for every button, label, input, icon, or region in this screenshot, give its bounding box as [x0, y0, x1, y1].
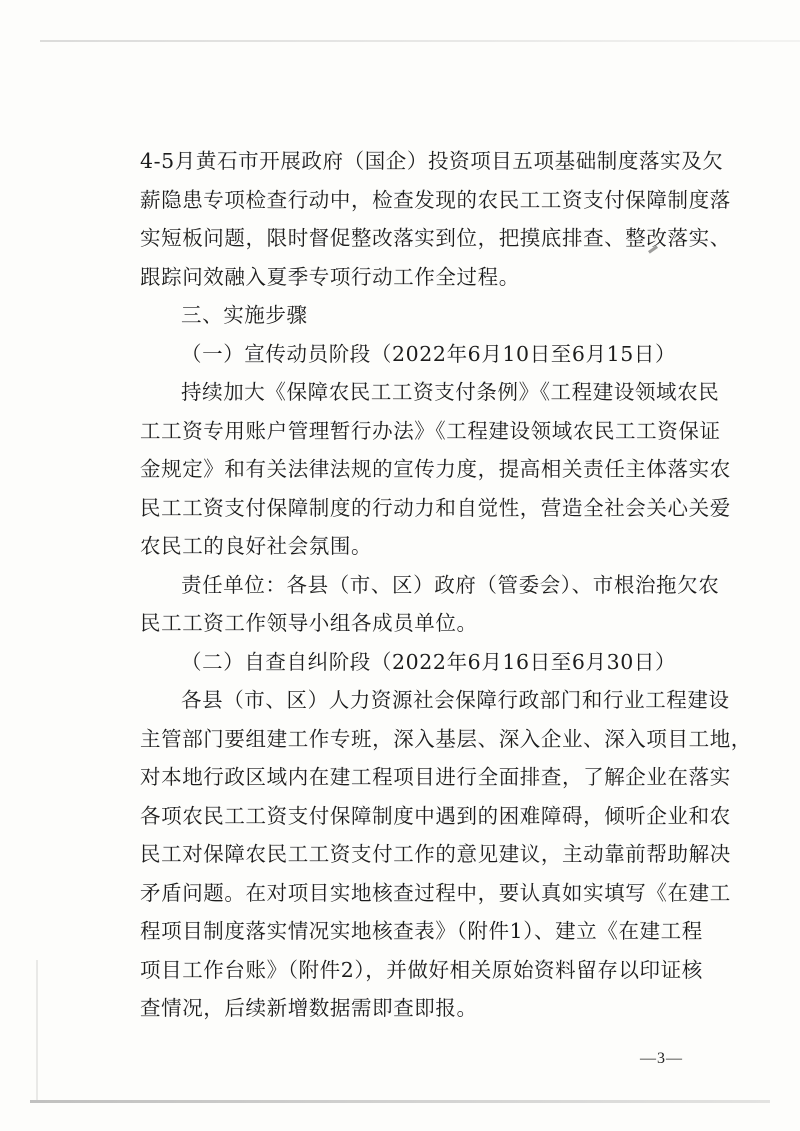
text-line: 项目工作台账》（附件2），并做好相关原始资料留存以印证核 — [140, 957, 703, 982]
text-line: 薪隐患专项检查行动中，检查发现的农民工工资支付保障制度落 — [140, 187, 731, 212]
text-line: 主管部门要组建工作专班，深入基层、深入企业、深入项目工地， — [140, 726, 752, 751]
page-number: —3— — [640, 1050, 683, 1067]
text-line: 各县（市、区）人力资源社会保障行政部门和行业工程建设 — [181, 688, 730, 712]
text-line: 责任单位：各县（市、区）政府（管委会）、市根治拖欠农 — [181, 572, 720, 597]
text-line: 对本地行政区域内在建工程项目进行全面排查，了解企业在落实 — [140, 765, 731, 789]
text-line: （二）自查自纠阶段（2022年6月16日至6月30日） — [181, 649, 677, 674]
text-line: 民工对保障农民工工资支付工作的意见建议，主动靠前帮助解决 — [140, 842, 731, 866]
section-heading: 三、实施步骤 — [181, 303, 308, 327]
text-line: 民工工资支付保障制度的行动力和自觉性，营造全社会关心关爱 — [140, 495, 731, 520]
text-line: 跟踪问效融入夏季专项行动工作全过程。 — [140, 264, 520, 289]
text-line: 工工资专用账户管理暂行办法》《工程建设领域农民工工资保证 — [140, 418, 721, 443]
text-line: 4-5月黄石市开展政府（国企）投资项目五项基础制度落实及欠 — [140, 149, 724, 173]
text-line: 矛盾问题。在对项目实地核查过程中，要认真如实填写《在建工 — [140, 880, 731, 905]
text-line: 程项目制度落实情况实地核查表》（附件1）、建立《在建工程 — [140, 919, 703, 943]
document-body — [140, 142, 752, 1028]
scan-edge-left — [36, 960, 38, 1100]
text-line: 实短板问题，限时督促整改落实到位，把摸底排查、整改落实、 — [140, 226, 731, 250]
scan-edge-top — [40, 40, 800, 42]
text-line: 金规定》和有关法律法规的宣传力度，提高相关责任主体落实农 — [140, 457, 731, 481]
scan-edge-bottom — [30, 1100, 770, 1103]
text-line: （一）宣传动员阶段（2022年6月10日至6月15日） — [181, 341, 677, 366]
text-line: 持续加大《保障农民工工资支付条例》《工程建设领域农民 — [181, 380, 720, 404]
text-line: 查情况，后续新增数据需即查即报。 — [140, 996, 478, 1020]
text-line: 农民工的良好社会氛围。 — [140, 534, 373, 558]
text-line: 各项农民工工资支付保障制度中遇到的困难障碍，倾听企业和农 — [140, 803, 731, 828]
text-line: 民工工资工作领导小组各成员单位。 — [140, 611, 478, 635]
